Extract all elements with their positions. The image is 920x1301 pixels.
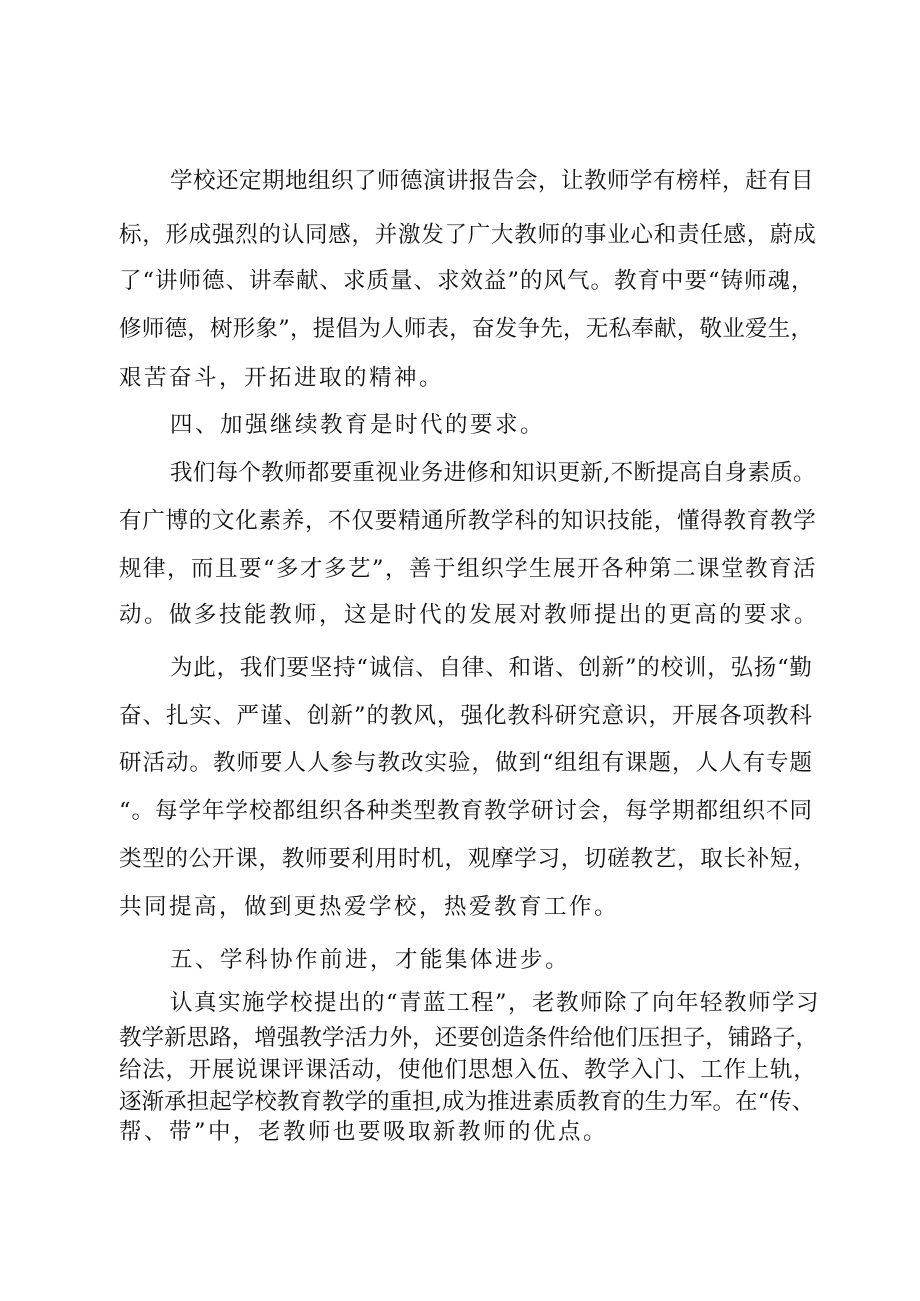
text-line: 学校还定期地组织了师德演讲报告会，让教师学有榜样，赶有目 bbox=[170, 168, 815, 194]
text-line: 奋、扎实、严谨、创新”的教风，强化教科研究意识，开展各项教科 bbox=[119, 703, 814, 729]
text-line: 我们每个教师都要重视业务进修和知识更新,不断提高自身素质。 bbox=[170, 460, 816, 486]
text-line: 逐渐承担起学校教育教学的重担,成为推进素质教育的生力军。在“传、 bbox=[119, 1089, 815, 1115]
text-line: 艰苦奋斗，开拓进取的精神。 bbox=[119, 365, 445, 391]
text-line: 共同提高，做到更热爱学校，热爱教育工作。 bbox=[119, 894, 620, 920]
text-line: 研活动。教师要人人参与教改实验，做到“组组有课题，人人有专题 bbox=[119, 750, 814, 776]
text-line: 给法，开展说课评课活动，使他们思想入伍、教学入门、工作上轨， bbox=[119, 1057, 817, 1083]
text-line: 修师德，树形象”，提倡为人师表，奋发争先，无私奉献，敬业爱生， bbox=[119, 316, 814, 342]
text-line: 教学新思路，增强教学活力外，还要创造条件给他们压担子，铺路子， bbox=[119, 1025, 819, 1051]
text-line: 规律，而且要“多才多艺”，善于组织学生展开各种第二课堂教育活 bbox=[119, 556, 818, 582]
text-line: 帮、带”中，老教师也要吸取新教师的优点。 bbox=[119, 1119, 609, 1145]
text-line: 认真实施学校提出的“青蓝工程”，老教师除了向年轻教师学习 bbox=[170, 990, 821, 1016]
text-line: 为此，我们要坚持“诚信、自律、和谐、创新”的校训，弘扬“勤 bbox=[170, 655, 813, 681]
text-line: 有广博的文化素养，不仅要精通所教学科的知识技能，懂得教育教学 bbox=[119, 508, 817, 534]
text-line: 了“讲师德、讲奉献、求质量、求效益”的风气。教育中要“铸师魂， bbox=[119, 268, 815, 294]
text-line: “。每学年学校都组织各种类型教育教学研讨会，每学期都组织不同 bbox=[119, 798, 814, 824]
section-heading-4: 四、加强继续教育是时代的要求。 bbox=[170, 412, 546, 438]
section-heading-5: 五、学科协作前进，才能集体进步。 bbox=[170, 947, 571, 973]
text-line: 类型的公开课，教师要利用时机，观摩学习，切磋教艺，取长补短， bbox=[119, 846, 817, 872]
text-line: 动。做多技能教师，这是时代的发展对教师提出的更高的要求。 bbox=[119, 602, 820, 628]
text-line: 标，形成强烈的认同感，并激发了广大教师的事业心和责任感，蔚成 bbox=[119, 222, 817, 248]
